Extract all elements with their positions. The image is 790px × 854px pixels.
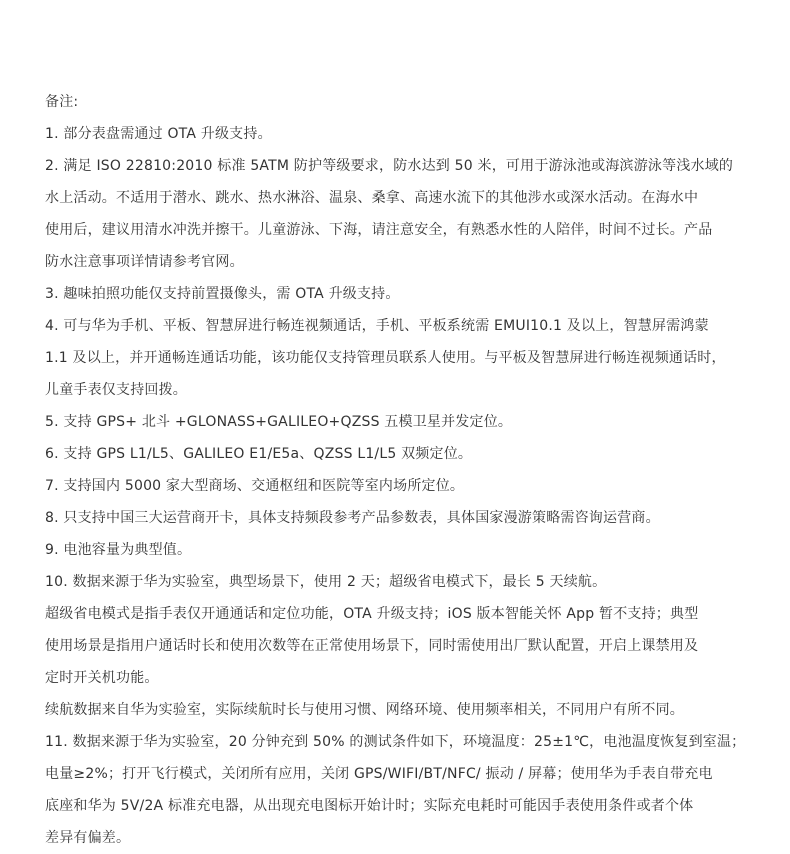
note-line: 水上活动。不适用于潜水、跳水、热水淋浴、温泉、桑拿、高速水流下的其他涉水或深水活动。在海水中 [45, 190, 699, 206]
note-line: 使用场景是指用户通话时长和使用次数等在正常使用场景下，同时需使用出厂默认配置，开启上课禁用及 [45, 638, 699, 654]
note-line: 2. 满足 ISO 22810:2010 标准 5ATM 防护等级要求，防水达到 50 米，可用于游泳池或海滨游泳等浅水域的 [45, 158, 734, 174]
note-line: 超级省电模式是指手表仅开通通话和定位功能，OTA 升级支持；iOS 版本智能关怀 App 暂不支持；典型 [45, 606, 699, 622]
note-line: 5. 支持 GPS+ 北斗 +GLONASS+GALILEO+QZSS 五模卫星并发定位。 [45, 414, 513, 430]
note-line: 差异有偏差。 [45, 830, 131, 846]
note-line: 6. 支持 GPS L1/L5、GALILEO E1/E5a、QZSS L1/L5 双频定位。 [45, 446, 473, 462]
note-line: 1.1 及以上，并开通畅连通话功能，该功能仅支持管理员联系人使用。与平板及智慧屏进行畅连视频通话时， [45, 350, 726, 366]
note-line: 续航数据来自华为实验室，实际续航时长与使用习惯、网络环境、使用频率相关，不同用户有所不同。 [45, 702, 684, 718]
notes-section [45, 86, 765, 854]
note-line: 定时开关机功能。 [45, 670, 159, 686]
note-line: 8. 只支持中国三大运营商开卡，具体支持频段参考产品参数表，具体国家漫游策略需咨询运营商。 [45, 510, 660, 526]
note-line: 使用后，建议用清水冲洗并擦干。儿童游泳、下海，请注意安全，有熟悉水性的人陪伴，时间不过长。产品 [45, 222, 713, 238]
note-line: 底座和华为 5V/2A 标准充电器，从出现充电图标开始计时；实际充电耗时可能因手表使用条件或者个体 [45, 798, 694, 814]
note-line: 电量≥2%；打开飞行模式，关闭所有应用，关闭 GPS/WIFI/BT/NFC/ 振动 / 屏幕；使用华为手表自带充电 [45, 766, 713, 782]
note-line: 儿童手表仅支持回拨。 [45, 382, 187, 398]
note-line: 防水注意事项详情请参考官网。 [45, 254, 244, 270]
note-line: 1. 部分表盘需通过 OTA 升级支持。 [45, 126, 272, 142]
note-line: 9. 电池容量为典型值。 [45, 542, 192, 558]
note-line: 3. 趣味拍照功能仅支持前置摄像头，需 OTA 升级支持。 [45, 286, 400, 302]
note-line: 7. 支持国内 5000 家大型商场、交通枢纽和医院等室内场所定位。 [45, 478, 465, 494]
note-line: 10. 数据来源于华为实验室，典型场景下，使用 2 天；超级省电模式下，最长 5 天续航。 [45, 574, 607, 590]
note-line: 11. 数据来源于华为实验室，20 分钟充到 50% 的测试条件如下，环境温度：25±1℃，电池温度恢复到室温； [45, 734, 746, 750]
notes-heading: 备注: [45, 94, 79, 110]
note-line: 4. 可与华为手机、平板、智慧屏进行畅连视频通话，手机、平板系统需 EMUI10.1 及以上，智慧屏需鸿蒙 [45, 318, 709, 334]
